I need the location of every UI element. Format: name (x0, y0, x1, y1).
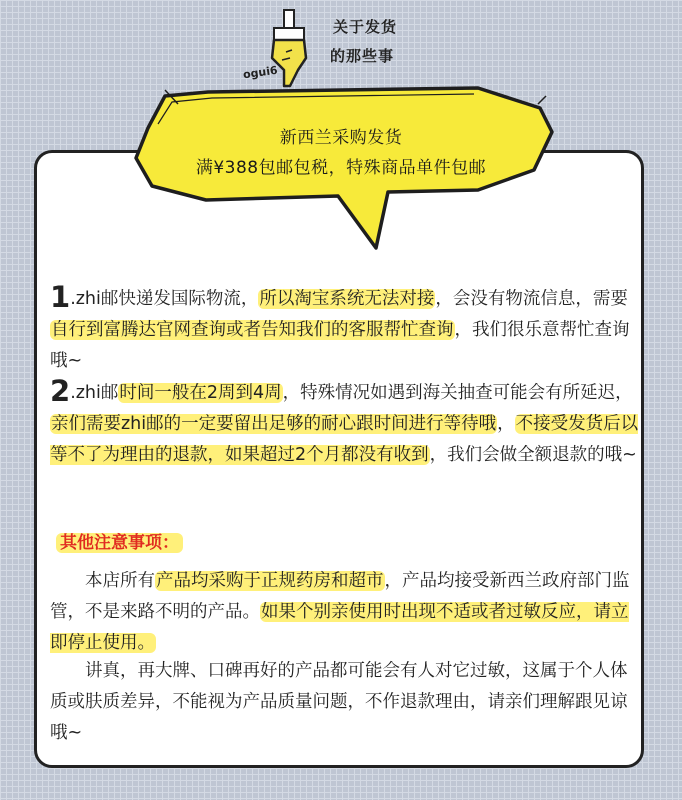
notes-1-highlight-a: 产品均采购于正规药房和超市 (156, 571, 384, 591)
note-number-1: 1 (50, 280, 71, 314)
notes-paragraph-1 (50, 566, 640, 659)
note-2-highlight-a: 时间一般在2周到4周 (119, 383, 282, 403)
notes-paragraph-2 (50, 656, 640, 749)
note-2-text-g: ，我们会做全额退款的哦~ (429, 445, 637, 465)
note-2-highlight-b: 亲们需要zhi邮的一定要留出足够的耐心跟时间进行等待哦 (51, 414, 497, 434)
header-title-line2: 的那些事 (330, 47, 395, 65)
note-1-highlight-a: 所以淘宝系统无法对接 (259, 289, 435, 309)
note-1-text-c: ，会没有物流信息，需要 (435, 289, 628, 309)
note-1-text-a: .zhi邮快递发国际物流， (70, 289, 259, 309)
notes-2-text: 讲真，再大牌、口碑再好的产品都可能会有人对它过敏，这属于个人体质或肤质差异，不能视为产品质量问题，不作退款理由，请亲们理解跟见谅哦~ (50, 661, 628, 743)
header-title-line1: 关于发货 (333, 18, 398, 36)
notes-1-text-c: ，产品均接受新西兰政府部门监管，不是来路不明的产品。 (50, 571, 630, 622)
bubble-line2: 满¥388包邮包税，特殊商品单件包邮 (195, 158, 487, 178)
shipping-note-2 (50, 374, 640, 471)
note-2-text-a: .zhi邮 (70, 383, 119, 403)
note-number-2: 2 (50, 374, 71, 408)
notes-title-text: 其他注意事项： (56, 533, 183, 553)
notes-1-highlight-b: 如果个别亲使用时出现不适或者过敏反应，请立即停止使用。 (50, 602, 629, 653)
note-2-text-e: ， (497, 414, 515, 434)
note-1-highlight-b: 自行到富腾达官网查询或者告知我们的客服帮忙查询 (51, 320, 454, 340)
note-1-text-e: ，我们很乐意帮忙查询哦~ (50, 320, 630, 371)
hand-label: ogui6 (242, 63, 279, 82)
notes-1-text-a: 本店所有 (85, 571, 155, 591)
notes-title (56, 528, 183, 553)
note-2-highlight-c: 不接受发货后以等不了为理由的退款，如果超过2个月都没有收到 (50, 414, 639, 465)
note-2-text-c: ，特殊情况如遇到海关抽查可能会有所延迟， (282, 383, 633, 403)
bubble-line1: 新西兰采购发货 (279, 128, 403, 148)
shipping-note-1 (50, 280, 640, 377)
